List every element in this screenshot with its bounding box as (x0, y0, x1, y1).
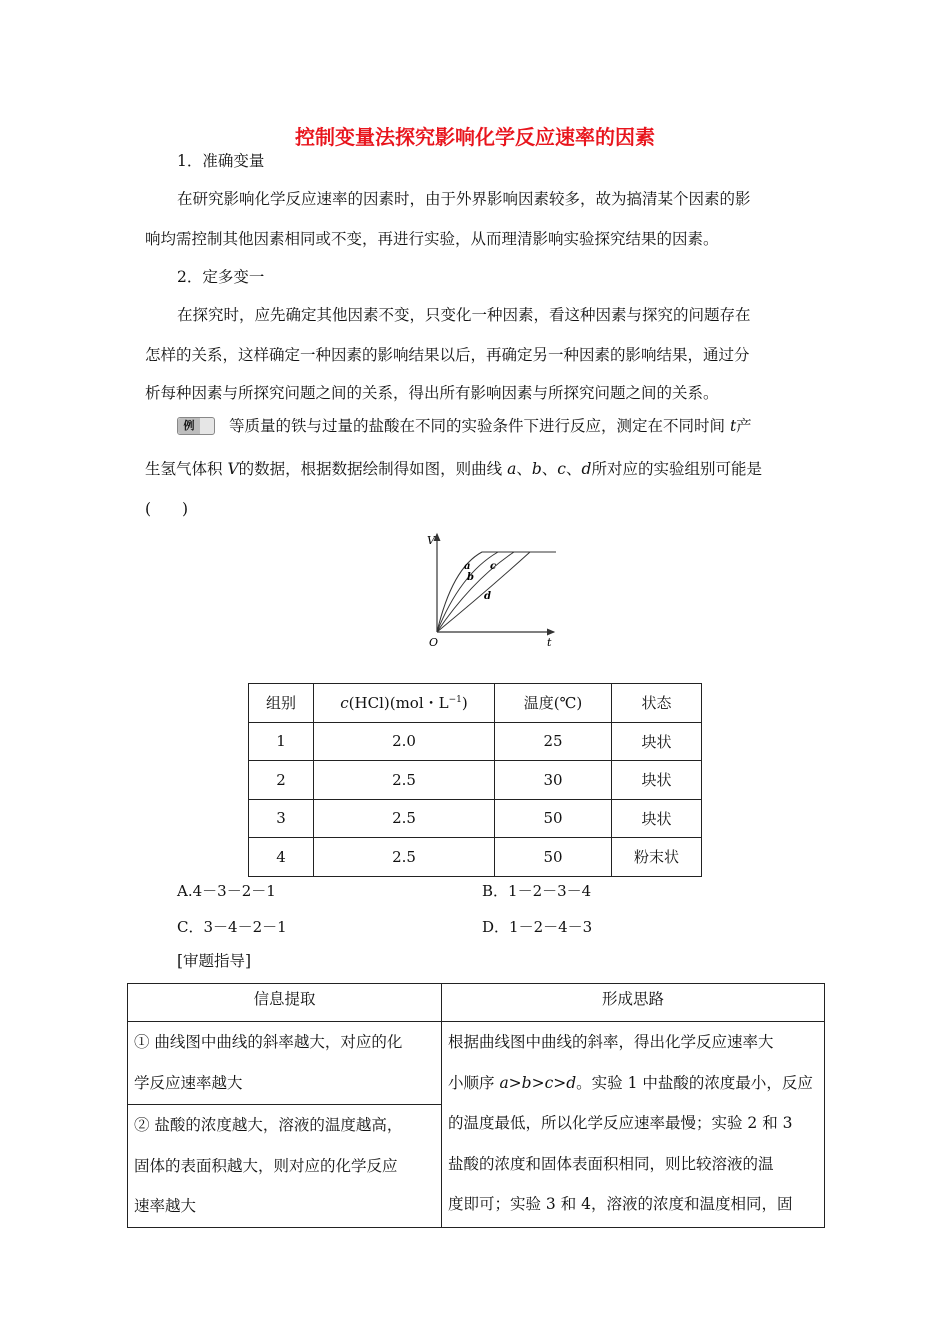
example-curve-b: b (531, 460, 542, 478)
cell-group: 1 (249, 722, 314, 761)
example-line2-text: 生氢气体积 (145, 460, 228, 478)
header-state: 状态 (612, 684, 702, 723)
volume-time-graph (420, 528, 570, 650)
guide-idea-line1: 根据曲线图中曲线的斜率，得出化学反应速率大 (448, 1033, 774, 1051)
curve-label-a: a (464, 561, 471, 572)
option-a: A.4－3－2－1 (177, 882, 276, 900)
section2-line3: 析每种因素与所探究问题之间的关系，得出所有影响因素与所探究问题之间的关系。 (145, 384, 719, 402)
header-conc-text: (HCl)(mol・L (348, 694, 449, 713)
section1-line2: 响均需控制其他因素相同或不变，再进行实验，从而理清影响实验探究结果的因素。 (145, 230, 719, 248)
curve-c (437, 552, 514, 632)
guide-header-idea: 形成思路 (442, 984, 825, 1022)
cell-state: 块状 (612, 722, 702, 761)
option-b: B．1－2－3－4 (482, 882, 592, 900)
example-var-v: V (227, 460, 239, 478)
option-d: D．1－2－4－3 (482, 918, 593, 936)
x-axis-label: t (547, 636, 552, 649)
table-row (249, 722, 702, 761)
example-curve-a: a (507, 460, 517, 478)
cell-conc: 2.0 (314, 722, 495, 761)
experiment-table (248, 683, 702, 877)
cell-group: 4 (249, 838, 314, 877)
header-conc-symbol: c (340, 694, 349, 713)
header-group: 组别 (249, 684, 314, 723)
guide-idea-line4: 盐酸的浓度和固体表面积相同，则比较溶液的温 (448, 1154, 774, 1173)
example-line1-text: 等质量的铁与过量的盐酸在不同的实验条件下进行反应，测定在不同时间 (229, 417, 730, 435)
guide-info-2-line1: ② 盐酸的浓度越大，溶液的温度越高， (134, 1116, 403, 1134)
y-axis-label: V (427, 534, 435, 547)
cell-conc: 2.5 (314, 799, 495, 838)
example-badge (177, 417, 215, 435)
cell-state: 块状 (612, 761, 702, 800)
section1-heading: 1．准确变量 (177, 152, 265, 170)
curve-label-d: d (484, 591, 491, 602)
guide-row (128, 1022, 825, 1105)
example-line1 (229, 407, 752, 445)
example-curve-d: d (581, 460, 592, 478)
section1-line1: 在研究影响化学反应速率的因素时，由于外界影响因素较多，故为搞清某个因素的影 (177, 190, 751, 208)
cell-temp: 25 (495, 722, 612, 761)
cell-group: 2 (249, 761, 314, 800)
page-title: 控制变量法探究影响化学反应速率的因素 (295, 125, 655, 149)
header-concentration (314, 684, 495, 723)
table-row (249, 799, 702, 838)
origin-label: O (429, 636, 439, 649)
cell-conc: 2.5 (314, 838, 495, 877)
example-curve-c: c (557, 460, 566, 478)
curve-label-c: c (490, 561, 497, 572)
curve-a (437, 552, 556, 632)
guide-info-1-line1: ① 曲线图中曲线的斜率越大，对应的化 (134, 1033, 403, 1051)
example-sep: 、 (541, 460, 558, 478)
section2-line2: 怎样的关系，这样确定一种因素的影响结果以后，再确定另一种因素的影响结果，通过分 (145, 346, 750, 364)
guide-idea-line5: 度即可；实验 3 和 4，溶液的浓度和温度相同，固 (448, 1195, 793, 1213)
guide-idea-line2-start: 小顺序 (448, 1073, 500, 1092)
header-conc-exponent: −1 (448, 695, 462, 706)
example-line2-end: 所对应的实验组别可能是 (591, 460, 762, 478)
table-row (249, 761, 702, 800)
guide-label: [审题指导] (177, 952, 252, 970)
example-line2 (145, 450, 762, 488)
guide-idea-line2 (448, 1063, 818, 1104)
cell-temp: 30 (495, 761, 612, 800)
cell-group: 3 (249, 799, 314, 838)
cell-temp: 50 (495, 838, 612, 877)
table-header-row (249, 684, 702, 723)
example-var-t: t (729, 417, 737, 435)
example-line1-end: 产 (736, 417, 752, 435)
option-c: C．3－4－2－1 (177, 918, 287, 936)
example-line2-mid: 的数据，根据数据绘制得如图，则曲线 (238, 460, 508, 478)
header-conc-close: ) (461, 694, 468, 713)
curve-label-b: b (467, 572, 474, 583)
example-sep: 、 (516, 460, 532, 478)
cell-temp: 50 (495, 799, 612, 838)
guide-header-row (128, 984, 825, 1022)
example-badge-label: 例 (178, 418, 200, 434)
guide-idea-line2-end: 。实验 1 中盐酸的浓度最小，反应 (576, 1073, 813, 1092)
guide-info-1-line2: 学反应速率越大 (134, 1073, 243, 1092)
guide-idea-line3: 的温度最低，所以化学反应速率最慢；实验 2 和 3 (448, 1114, 793, 1132)
guide-info-2-line3: 速率越大 (134, 1197, 197, 1215)
cell-state: 粉末状 (612, 838, 702, 877)
guide-info-2 (128, 1105, 442, 1228)
guide-table (127, 983, 825, 1228)
header-temperature: 温度(℃) (495, 684, 612, 723)
guide-info-1 (128, 1022, 442, 1105)
example-sep: 、 (565, 460, 582, 478)
section2-heading: 2．定多变一 (177, 268, 265, 286)
guide-idea (442, 1022, 825, 1228)
answer-paren: ( ) (145, 500, 189, 518)
guide-info-2-line2: 固体的表面积越大，则对应的化学反应 (134, 1156, 398, 1175)
cell-state: 块状 (612, 799, 702, 838)
section2-line1: 在探究时，应先确定其他因素不变，只变化一种因素，看这种因素与探究的问题存在 (177, 306, 751, 324)
table-row (249, 838, 702, 877)
guide-header-info: 信息提取 (128, 984, 442, 1022)
guide-idea-order: a>b>c>d (499, 1073, 577, 1092)
cell-conc: 2.5 (314, 761, 495, 800)
